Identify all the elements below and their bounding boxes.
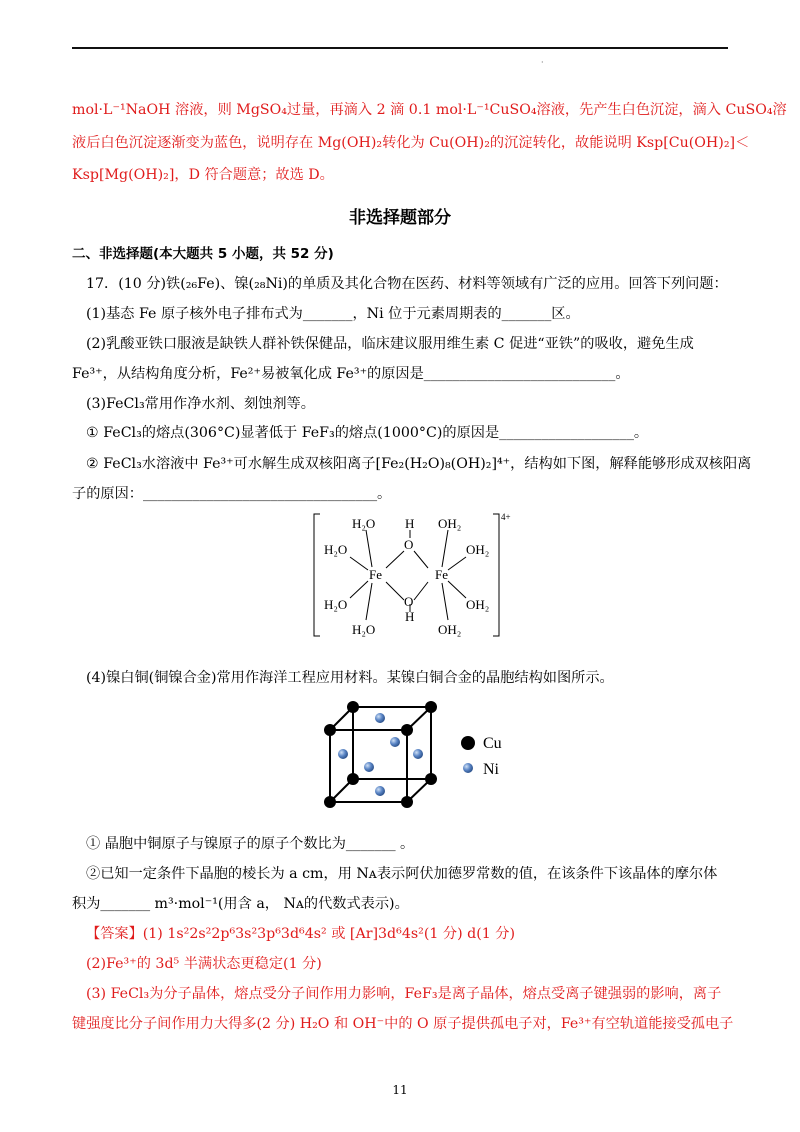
legend-ni-label: Ni xyxy=(483,761,499,778)
ni-atom xyxy=(390,737,400,747)
bridge-o-bottom: O xyxy=(404,594,414,609)
ni-atom xyxy=(375,713,385,723)
ni-atom xyxy=(375,786,385,796)
cu-atom xyxy=(347,701,359,713)
bond-fe1-upper-left xyxy=(350,557,368,570)
q17-part2-line2: Fe³⁺，从结构角度分析，Fe²⁺易被氧化成 Fe³⁺的原因是___________________________。 xyxy=(72,366,630,382)
bond-fe2-oh-top xyxy=(414,551,428,568)
ligand-oh2-bottom-right: OH₂ xyxy=(438,622,462,637)
cu-atom xyxy=(324,796,336,808)
bond-fe1-top xyxy=(366,530,372,567)
cu-atom xyxy=(324,724,336,736)
section-heading: 二、非选择题(本大题共 5 小题，共 52 分) xyxy=(72,246,334,262)
answer-3-line2: 键强度比分子间作用力大得多(2 分) H₂O 和 OH⁻中的 O 原子提供孤电子对，Fe³⁺有空轨道能接受孤电子 xyxy=(72,1016,734,1032)
cu-atom xyxy=(347,773,359,785)
intro-line-1: mol·L⁻¹NaOH 溶液，则 MgSO₄过量，再滴入 2 滴 0.1 mol·L⁻¹CuSO₄溶液，先产生白色沉淀，滴入 CuSO₄溶 xyxy=(72,102,787,118)
ni-atom xyxy=(413,749,423,759)
ligand-oh2-upper-right: OH₂ xyxy=(466,542,490,557)
q17-part3: (3)FeCl₃常用作净水剂、刻蚀剂等。 xyxy=(86,396,315,412)
cu-atom xyxy=(425,773,437,785)
ligand-oh2-top-right: OH₂ xyxy=(438,516,462,531)
ligand-h2o-bottom-left: H₂O xyxy=(352,622,376,637)
q17-part4: (4)镍白铜(铜镍合金)常用作海洋工程应用材料。某镍白铜合金的晶胞结构如图所示。 xyxy=(86,670,614,686)
cu-atom xyxy=(401,796,413,808)
bridge-h-bottom: H xyxy=(405,609,415,624)
q17-stem: 17．(10 分)铁(₂₆Fe)、镍(₂₈Ni)的单质及其化合物在医药、材料等领域有广泛的应用。回答下列问题： xyxy=(86,276,728,292)
intro-line-3: Ksp[Mg(OH)₂]，D 符合题意；故选 D。 xyxy=(72,167,334,183)
iron-atom-right: Fe xyxy=(435,567,448,582)
ligand-h2o-upper-left: H₂O xyxy=(324,542,348,557)
q17-part4-2-line2: 积为_______ m³·mol⁻¹(用含 a， Nᴀ的代数式表示)。 xyxy=(72,896,409,912)
ligand-h2o-top-left: H₂O xyxy=(352,516,376,531)
legend-cu-label: Cu xyxy=(483,735,502,752)
bridge-h-top: H xyxy=(405,516,415,531)
bond-fe1-oh-bottom xyxy=(386,582,404,600)
ni-atom xyxy=(364,762,374,772)
legend-ni-marker xyxy=(463,763,473,773)
answer-2: (2)Fe³⁺的 3d⁵ 半满状态更稳定(1 分) xyxy=(86,956,322,972)
q17-part3-2-line1: ② FeCl₃水溶液中 Fe³⁺可水解生成双核阳离子[Fe₂(H₂O)₈(OH)₂]⁴⁺，结构如下图，解释能够形成双核阳离 xyxy=(86,456,752,472)
bond-fe2-bottom xyxy=(442,583,448,620)
q17-part3-2-line2: 子的原因：_________________________________。 xyxy=(72,486,392,502)
cation-charge: 4+ xyxy=(501,512,511,522)
cu-atom xyxy=(425,701,437,713)
section-title: 非选择题部分 xyxy=(349,208,451,228)
q17-part2-line1: (2)乳酸亚铁口服液是缺铁人群补铁保健品，临床建议服用维生素 C 促进“亚铁”的吸收，避免生成 xyxy=(86,336,694,352)
bond-fe1-bottom xyxy=(366,583,372,620)
iron-atom-left: Fe xyxy=(369,567,382,582)
answer-3-line1: (3) FeCl₃为分子晶体，熔点受分子间作用力影响，FeF₃是离子晶体，熔点受离子键强弱的影响，离子 xyxy=(86,986,722,1002)
ni-atom xyxy=(338,749,348,759)
ligand-h2o-lower-left: H₂O xyxy=(324,597,348,612)
left-bracket xyxy=(314,514,320,636)
legend-cu-marker xyxy=(461,736,475,750)
bond-fe1-oh-top xyxy=(386,551,404,568)
right-bracket xyxy=(493,514,499,636)
bond-fe2-upper-right xyxy=(448,557,466,570)
q17-part3-1: ① FeCl₃的熔点(306°C)显著低于 FeF₃的熔点(1000°C)的原因是___________________。 xyxy=(86,425,649,441)
ligand-oh2-lower-right: OH₂ xyxy=(466,597,490,612)
bond-fe2-top xyxy=(442,530,448,567)
q17-part4-1: ① 晶胞中铜原子与镍原子的原子个数比为_______ 。 xyxy=(86,836,415,852)
unit-cell-diagram xyxy=(320,697,520,815)
dinuclear-cation-structure xyxy=(310,508,525,640)
header-rule xyxy=(72,47,728,49)
cu-atom xyxy=(401,724,413,736)
bond-fe1-lower-left xyxy=(350,581,368,598)
page-number: 11 xyxy=(392,1083,408,1097)
intro-line-2: 液后白色沉淀逐渐变为蓝色，说明存在 Mg(OH)₂转化为 Cu(OH)₂的沉淀转化，故能说明 Ksp[Cu(OH)₂]＜ xyxy=(72,135,750,151)
header-mark: · xyxy=(541,58,544,67)
bond-fe2-oh-bottom xyxy=(414,582,428,600)
bond-fe2-lower-right xyxy=(448,581,466,598)
q17-part1: (1)基态 Fe 原子核外电子排布式为_______，Ni 位于元素周期表的_______区。 xyxy=(86,306,580,322)
q17-part4-2-line1: ②已知一定条件下晶胞的棱长为 a cm，用 Nᴀ表示阿伏加德罗常数的值，在该条件下该晶体的摩尔体 xyxy=(86,866,718,882)
answer-1: 【答案】(1) 1s²2s²2p⁶3s²3p⁶3d⁶4s² 或 [Ar]3d⁶4s²(1 分) d(1 分) xyxy=(86,926,515,942)
bridge-o-top: O xyxy=(404,537,414,552)
